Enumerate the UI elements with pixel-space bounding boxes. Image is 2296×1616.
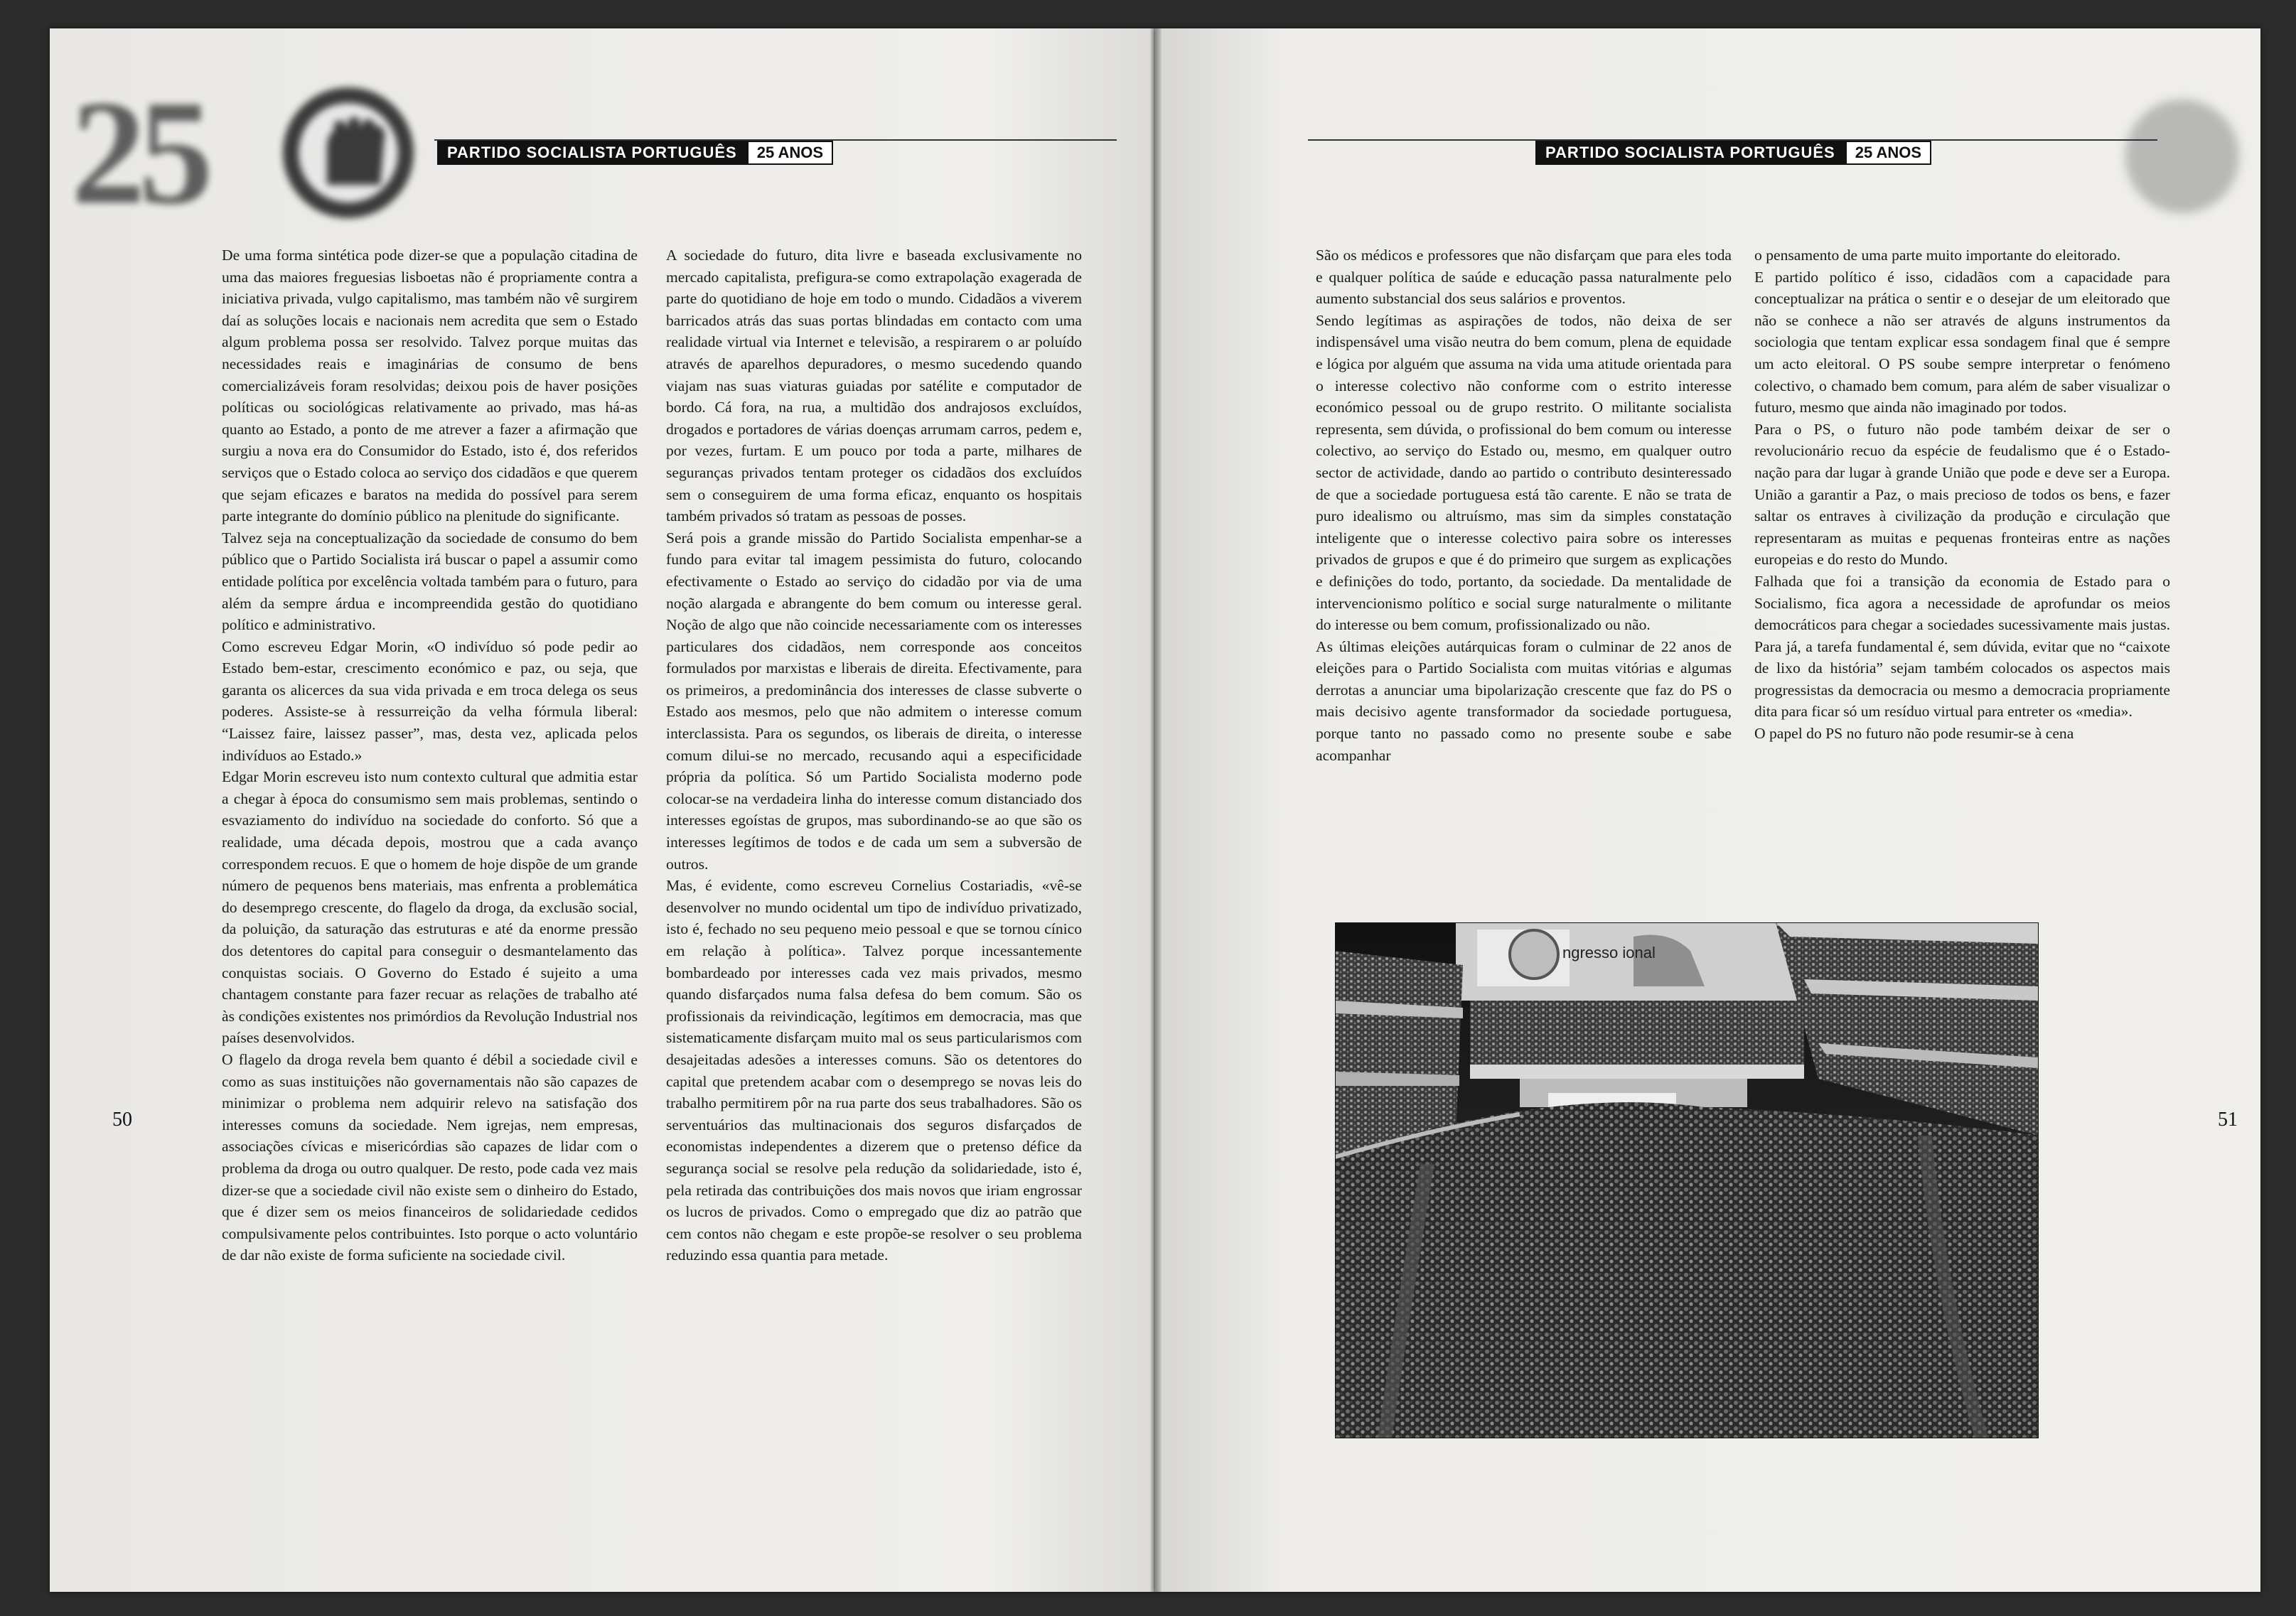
- paragraph: Será pois a grande missão do Partido Socialista empenhar-se a fundo para evitar tal imagem pessimista do futuro, colocando efectivamente o Estado ao serviço do cidadão por via de uma noção alargada e abrangente do bem comum ou interesse geral. Noção de algo que não coincide necessariamente com os interesses particulares dos cidadãos, nem corresponde aos conceitos formulados por marxistas e liberais de direita. Efectivamente, para os primeiros, a predominância dos interesses de classe subverte o Estado aos mesmos, pelo que não admitem o interesse comum interclassista. Para os segundos, os liberais de direita, o interesse comum dilui-se no mercado, recusando aqui a especificidade própria da política. Só um Partido Socialista moderno pode colocar-se na verdadeira linha do interesse comum distanciado dos interesses egoístas de grupos, mas subordinando-se ao que são os interesses legítimos de todos e de cada um sem a subversão de outros.: [666, 529, 1082, 873]
- header-rule: [434, 139, 1117, 141]
- paragraph: O papel do PS no futuro não pode resumir-se à cena: [1754, 725, 2074, 743]
- left-column-1: [222, 244, 638, 1266]
- header-rule: [1308, 139, 2157, 141]
- paragraph: Edgar Morin escreveu isto num contexto cultural que admitia estar a chegar à época do consumismo sem mais problemas, sentindo o esvaziamento do indivíduo na sociedade do conforto. Só que a realidade, uma década depois, mostrou que a cada avanço correspondem recuos. E que o homem de hoje dispõe de um grande número de pequenos bens materiais, mas enfrenta a problemática do desemprego crescente, do flagelo da droga, da exclusão social, da poluição, da saturação das estruturas e até da enorme pressão dos detentores do capital para conseguir o desmantelamento das conquistas sociais. O Governo do Estado é sujeito a uma chantagem constante para fazer recuar as relações de trabalho até às condições existentes nos primórdios da Revolução Industrial nos países desenvolvidos.: [222, 768, 638, 1047]
- paragraph: Talvez seja na conceptualização da sociedade de consumo do bem público que o Partido Socialista irá buscar o papel a assumir como entidade política por excelência voltada também para o futuro, para além da sempre árdua e incompreendida gestão do quotidiano político e administrativo.: [222, 529, 638, 634]
- running-header-right: [1535, 141, 1931, 165]
- svg-text:25: 25: [71, 78, 206, 220]
- paragraph: De uma forma sintética pode dizer-se que a população citadina de uma das maiores freguesias lisboetas não é propriamente contra a iniciativa privada, vulgo capitalismo, mas também não vê surgirem daí as soluções locais e nacionais nem acredita que sem o Estado algum problema possa ser resolvido. Talvez porque muitas das necessidades reais e imaginárias de consumo de bens comercializáveis foram resolvidas; deixou pois de haver posições políticas ou sociológicas relativamente ao privado, mas há-as quanto ao Estado, a ponto de me atrever a fazer a afirmação que surgiu a nova era do Consumidor do Estado, isto é, dos referidos serviços que o Estado coloca ao serviço dos cidadãos e que querem que sejam eficazes e baratos na medida do possível para serem parte integrante do domínio público na plenitude do significante.: [222, 247, 638, 525]
- page-number-right: 51: [2218, 1109, 2238, 1131]
- paragraph: A sociedade do futuro, dita livre e baseada exclusivamente no mercado capitalista, prefigura-se como extrapolação exagerada de parte do quotidiano de hoje em todo o mundo. Cidadãos a viverem barricados atrás das suas portas blindadas em contacto com uma realidade virtual via Internet e televisão, a respirarem o ar poluído através de aparelhos depuradores, o mesmo sucedendo quando viajam nas suas viaturas guiadas por satélite e computador de bordo. Cá fora, na rua, a multidão dos andrajosos excluídos, drogados e portadores de várias doenças arrumam carros, pedem e, por vezes, furtam. E um pouco por toda a parte, milhares de seguranças privados tentam proteger os cidadãos dos excluídos sem o conseguirem de uma forma eficaz, enquanto os hospitais também privados só tratam as pessoas de posses.: [666, 247, 1082, 525]
- left-column-2: [666, 244, 1082, 1266]
- header-years-badge: 25 ANOS: [1845, 141, 1931, 165]
- paragraph: Como escreveu Edgar Morin, «O indivíduo só pode pedir ao Estado bem-estar, crescimento económico e paz, ou seja, que garanta os alicerces da sua vida privada e em troca delega os seus poderes. Assiste-se à ressurreição da velha fórmula liberal: “Laissez faire, laissez passer”, mas, desta vez, aplicada pelos indivíduos ao Estado.»: [222, 637, 638, 764]
- party-anniversary-logo: [64, 78, 462, 220]
- paragraph: Sendo legítimas as aspirações de todos, não deixa de ser indispensável uma visão neutra do bem comum, plena de equidade e lógica por alguém que assuma na vida uma atitude orientada para o interesse colectivo não conforme com o estrito interesse económico pessoal ou de grupo restrito. O militante socialista representa, sem dúvida, o profissional do bem comum ou interesse colectivo, ao serviço do Estado ou, mesmo, em qualquer outro sector de actividade, dando ao partido o contributo desinteressado de que a sociedade portuguesa está tão carente. E não se trata de puro idealismo ou altruísmo, mas sim da simples constatação inteligente que o interesse colectivo paira sobre os interesses privados de grupos e que é do primeiro que surgem as explicações e definições do todo, portanto, da sociedade. Da mentalidade de intervencionismo político e social surge naturalmente o militante do interesse ou bem comum, profissionalizado ou não.: [1316, 311, 1732, 634]
- header-party-name: PARTIDO SOCIALISTA PORTUGUÊS: [1535, 141, 1845, 165]
- running-header-left: [437, 141, 833, 165]
- paragraph: Para o PS, o futuro não pode também deixar de ser o revolucionário recuo da espécie de feudalismo que é o Estado-nação para dar lugar à grande União que pode e deve ser a Europa. União a garantir a Paz, o mais precioso de todos os bens, e fazer saltar os entraves à civilização da produção e circulação que representaram as muitas e pequenas fronteiras entre as nações europeias e do resto do Mundo.: [1754, 420, 2170, 569]
- header-years-badge: 25 ANOS: [747, 141, 833, 165]
- left-page: [50, 28, 1155, 1592]
- right-column-1: [1316, 244, 1732, 766]
- paragraph: O flagelo da droga revela bem quanto é débil a sociedade civil e como as suas instituições não governamentais não são capazes de minimizar o problema nem adquirir relevo na satisfação dos interesses comuns da sociedade. Nem igrejas, nem empresas, associações cívicas e misericórdias são capazes de lidar com o problema da droga ou outro qualquer. De resto, pode cada vez mais dizer-se que a sociedade civil não existe sem o dinheiro do Estado, que é dizer sem os meios financeiros de solidariedade cedidos compulsivamente pelos contribuintes. Isto porque o acto voluntário de dar não existe de forma suficiente na sociedade civil.: [222, 1050, 638, 1264]
- congress-hall-photo: [1335, 922, 2039, 1438]
- paragraph: E partido político é isso, cidadãos com a capacidade para conceptualizar na prática o sentir e o desejar de um eleitorado que não se conhece a não ser através de alguns instrumentos da sociologia que tentam explicar essa sondagem final que é sempre um acto eleitoral. O PS soube sempre interpretar o fenómeno colectivo, o chamado bem comum, para além de saber visualizar o futuro, mesmo que ainda não imaginado por todos.: [1754, 268, 2170, 416]
- paragraph: São os médicos e professores que não disfarçam que para eles toda e qualquer política de saúde e educação passa naturalmente pelo aumento substancial dos seus salários e proventos.: [1316, 247, 1732, 308]
- paragraph: o pensamento de uma parte muito importante do eleitorado.: [1754, 247, 2121, 264]
- paragraph: As últimas eleições autárquicas foram o culminar de 22 anos de eleições para o Partido Socialista com muitas vitórias e algumas derrotas a anunciar uma bipolarização crescente que faz do PS o mais decisivo agente transformador da sociedade portuguesa, porque tanto no passado como no presente soube e sabe acompanhar: [1316, 637, 1732, 764]
- paragraph: Falhada que foi a transição da economia de Estado para o Socialismo, fica agora a necessidade de aprofundar os meios democráticos para chegar a sociedades sucessivamente mais justas. Para já, a tarefa fundamental é, sem dúvida, evitar que no “caixote de lixo da história” sejam também colocados os aspectos mais progressistas da democracia ou mesmo a democracia propriamente dita para ficar só um resíduo virtual para entreter os «media».: [1754, 572, 2170, 721]
- spine-gutter: [1150, 28, 1162, 1592]
- show-through-logo: [2076, 92, 2260, 220]
- paragraph: Mas, é evidente, como escreveu Cornelius Costariadis, «vê-se desenvolver no mundo ocidental um tipo de indivíduo privatizado, isto é, fechado no seu pequeno meio pessoal e que se tornou cínico em relação à política». Talvez porque incessantemente bombardeado por interesses cada vez mais privados, mesmo quando disfarçados numa falsa defesa do bem comum. São os profissionais da reivindicação, legítimos em democracia, mas que sistematicamente disfarçam muito mal os seus particularismos com desajeitadas adesões a interesses comuns. São os detentores do capital que pretendem acabar com o desemprego se novas leis do trabalho permitirem pôr na rua parte dos seus trabalhadores. São os serventuários das multinacionais dos seguros disfarçados de economistas independentes a dizerem que o pretenso défice da segurança social se resolve pela redução da solidariedade, isto é, pela retirada das contribuições dos mais novos que iriam engrossar os lucros de privados. Como o empregado que diz ao patrão que cem contos não chegam e este propõe-se resolver o seu problema reduzindo essa quantia para metade.: [666, 877, 1082, 1264]
- svg-text:ngresso ional: ngresso ional: [1562, 944, 1656, 961]
- page-number-left: 50: [112, 1109, 132, 1131]
- header-party-name: PARTIDO SOCIALISTA PORTUGUÊS: [437, 141, 747, 165]
- right-column-2: [1754, 244, 2170, 745]
